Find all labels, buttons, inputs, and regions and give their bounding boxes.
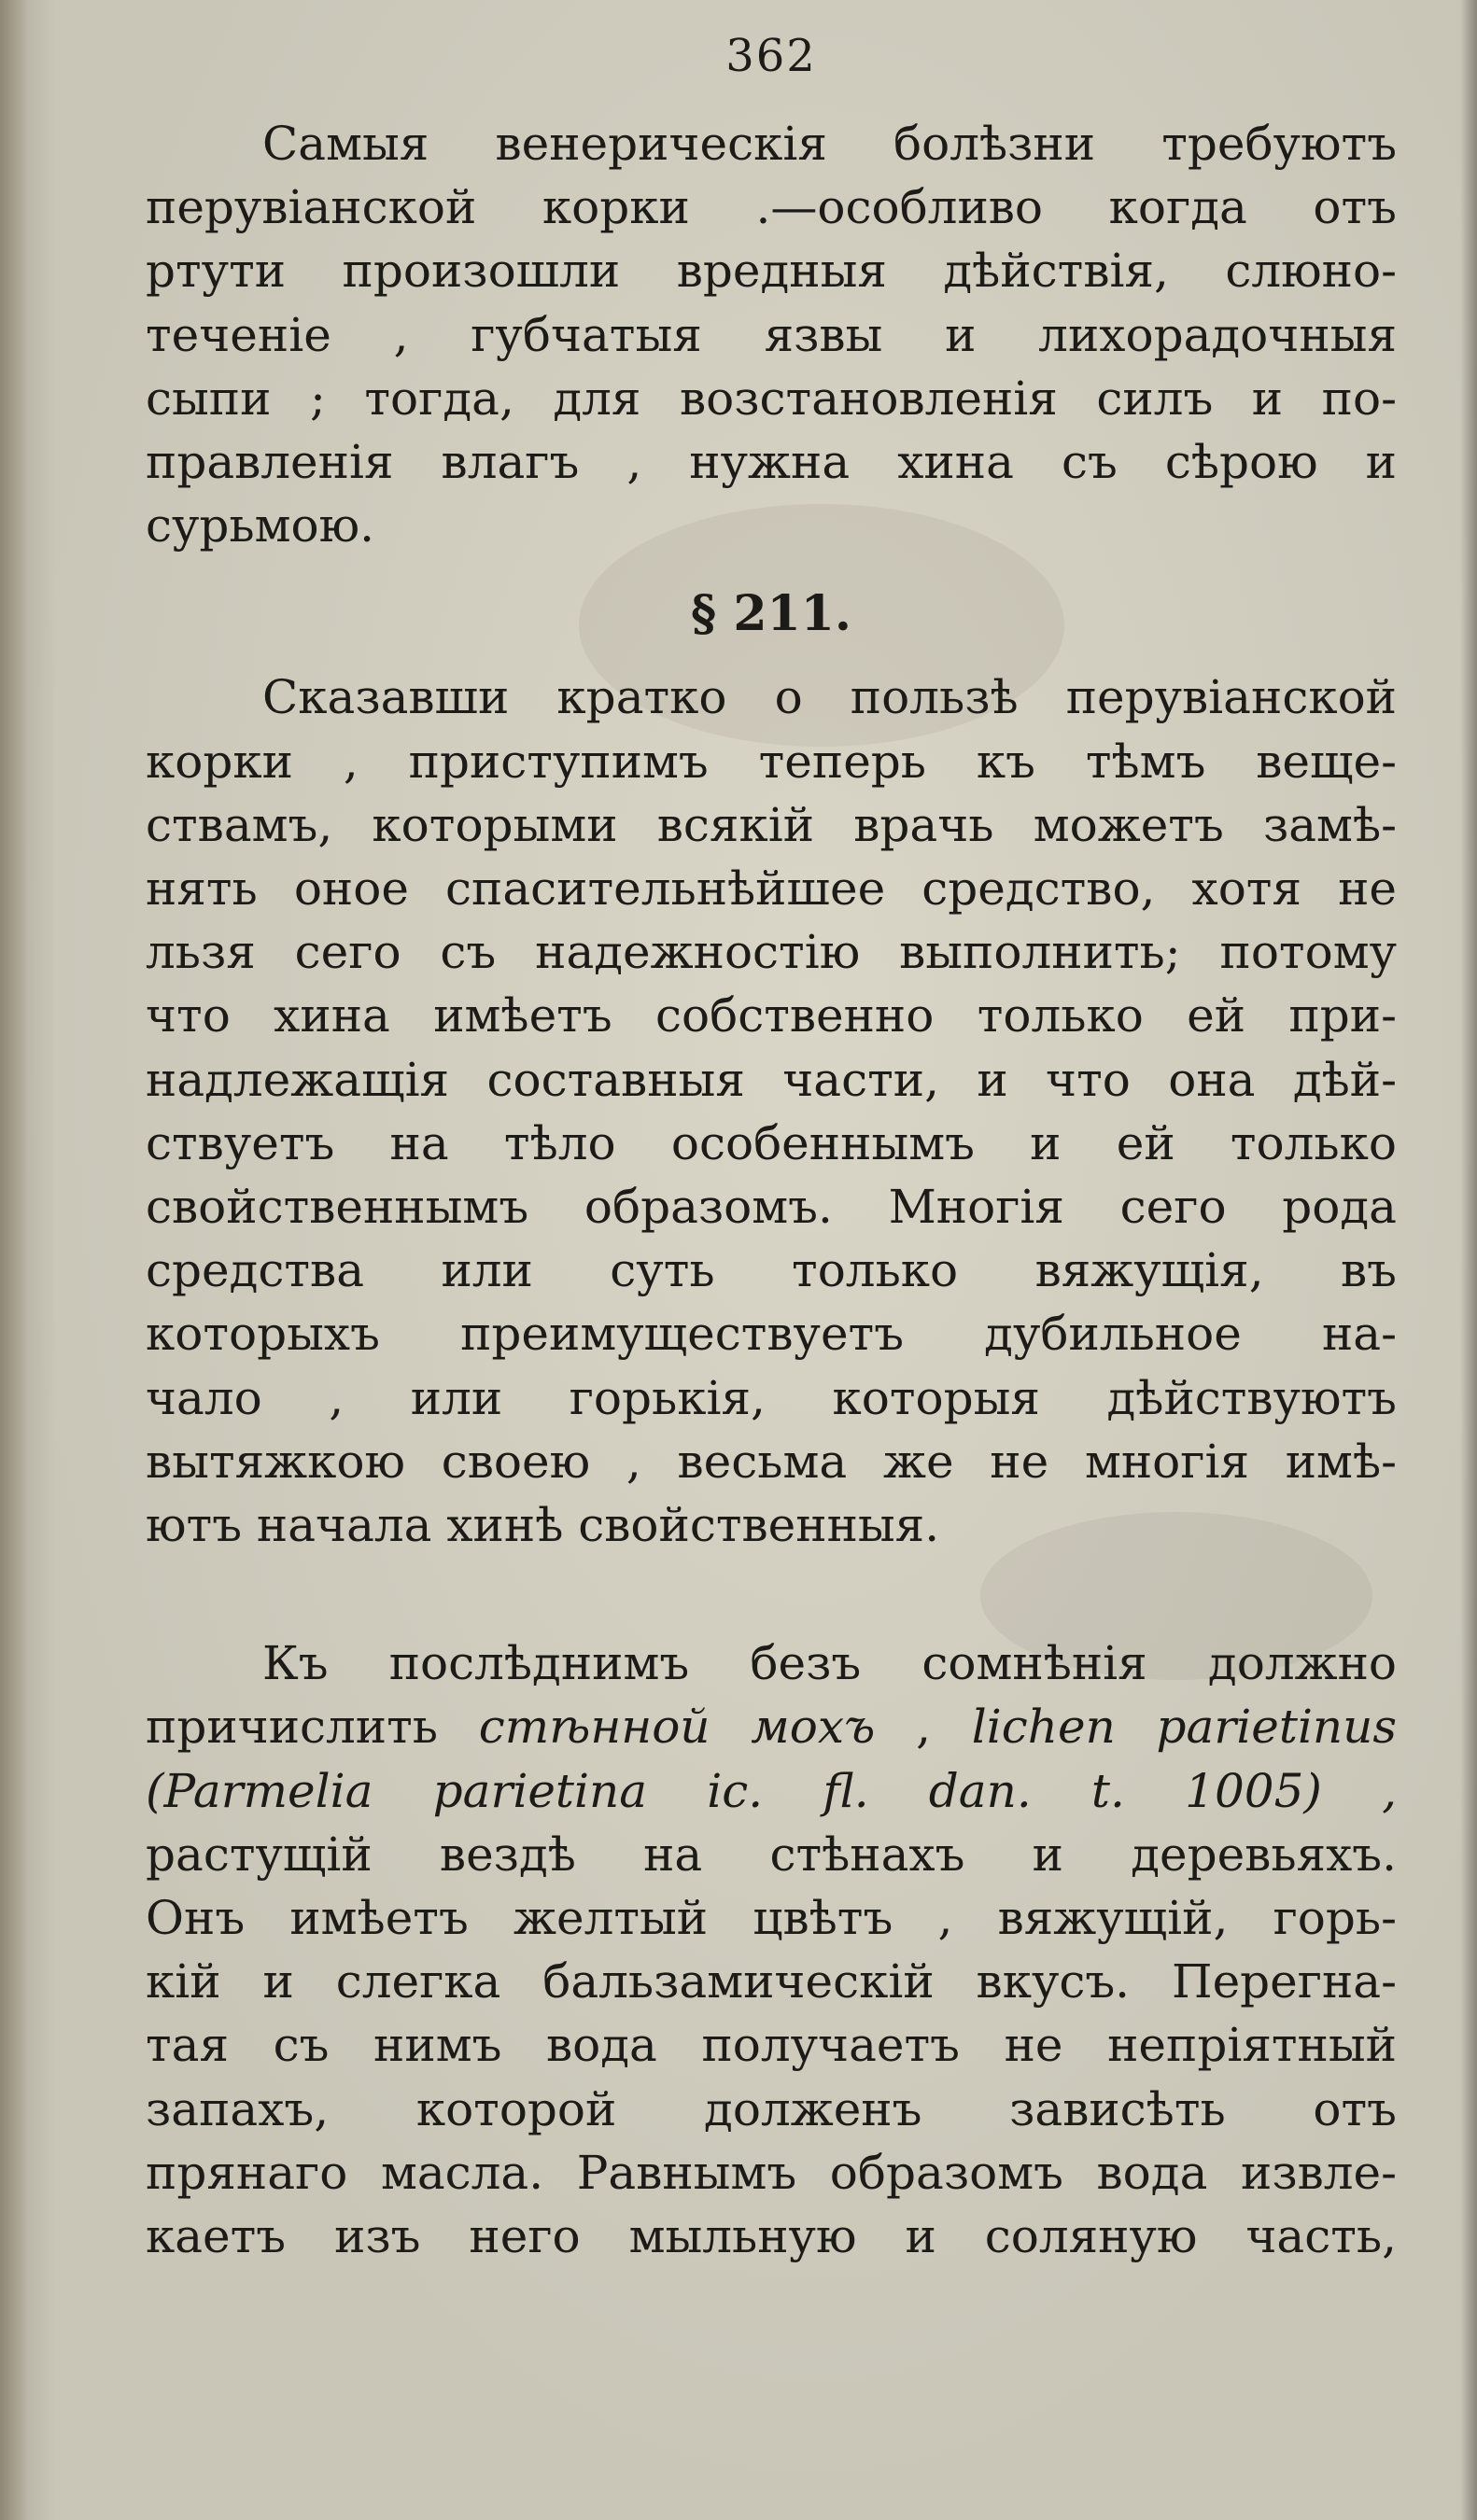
- paragraph-1: [146, 112, 1397, 557]
- text-line: льзя сего съ надежностію выполнить; потому: [146, 925, 1397, 980]
- section-heading: § 211.: [691, 585, 851, 643]
- text-line-with-italics: [146, 1695, 1397, 1758]
- text-line: каетъ изъ него мыльную и соляную часть,: [146, 2209, 1397, 2264]
- text-line: кій и слегка бальзамическій вкусъ. Перегна-: [146, 1954, 1397, 2009]
- text-line: средства или суть только вяжущія, въ: [146, 1243, 1397, 1298]
- text-line: нять оное спасительнѣйшее средство, хотя не: [146, 861, 1397, 917]
- page-number: 362: [725, 30, 817, 82]
- italic-term-latin: lichen parietinus: [971, 1700, 1397, 1755]
- text-line: Сказавши кратко о пользѣ перувіанской: [262, 670, 1397, 725]
- paragraph-2: [146, 665, 1397, 1557]
- book-spine-shadow: [0, 0, 26, 2520]
- text-line: запахъ, которой долженъ зависѣть отъ: [146, 2081, 1397, 2136]
- page-text: [146, 19, 1397, 2268]
- text-line: корки , приступимъ теперь къ тѣмъ веще-: [146, 734, 1397, 789]
- text-line: вытяжкою своею , весьма же не многія имѣ-: [146, 1434, 1397, 1489]
- italic-citation: (Parmelia parietina ic. fl. dan. t. 1005) ,: [146, 1763, 1397, 1818]
- text-line: ствамъ, которыми всякій врачь можетъ замѣ-: [146, 797, 1397, 852]
- text-line: ствуетъ на тѣло особеннымъ и ей только: [146, 1115, 1397, 1170]
- text-line: свойственнымъ образомъ. Многія сего рода: [146, 1180, 1397, 1235]
- text-run: причислить: [146, 1700, 479, 1755]
- text-line: надлежащія составныя части, и что она дѣй-: [146, 1052, 1397, 1107]
- text-line: растущій вездѣ на стѣнахъ и деревьяхъ.: [146, 1827, 1397, 1882]
- text-line: ртути произошли вредныя дѣйствія, слюно-: [146, 244, 1397, 299]
- text-line: тая съ нимъ вода получаетъ не непріятный: [146, 2018, 1397, 2073]
- text-line: что хина имѣетъ собственно только ей при-: [146, 988, 1397, 1043]
- text-line: Къ послѣднимъ безъ сомнѣнія должно: [262, 1636, 1397, 1691]
- paragraph-3: [146, 1631, 1397, 2268]
- italic-term-russian: стѣнной мохъ: [478, 1700, 876, 1755]
- paragraph-spacer: [146, 1557, 1397, 1631]
- text-line: чало , или горькія, которыя дѣйствуютъ: [146, 1370, 1397, 1425]
- text-line: которыхъ преимуществуетъ дубильное на-: [146, 1307, 1397, 1362]
- text-line-latin-citation: [146, 1759, 1397, 1823]
- text-line: сыпи ; тогда, для возстановленія силъ и по-: [146, 371, 1397, 426]
- text-line: Онъ имѣетъ желтый цвѣтъ , вяжущій, горь-: [146, 1891, 1397, 1946]
- page-edge-shadow: [1460, 0, 1477, 2520]
- text-line: ютъ начала хинѣ свойственныя.: [146, 1498, 940, 1553]
- text-line: правленія влагъ , нужна хина съ сѣрою и: [146, 435, 1397, 490]
- text-line: сурьмою.: [146, 498, 375, 553]
- text-line: Самыя венерическія болѣзни требуютъ: [262, 117, 1397, 171]
- text-line: теченіе , губчатыя язвы и лихорадочныя: [146, 307, 1397, 362]
- text-line: перувіанской корки .—особливо когда отъ: [146, 180, 1397, 235]
- text-line: прянаго масла. Равнымъ образомъ вода извле-: [146, 2145, 1397, 2200]
- text-run: ,: [875, 1700, 972, 1755]
